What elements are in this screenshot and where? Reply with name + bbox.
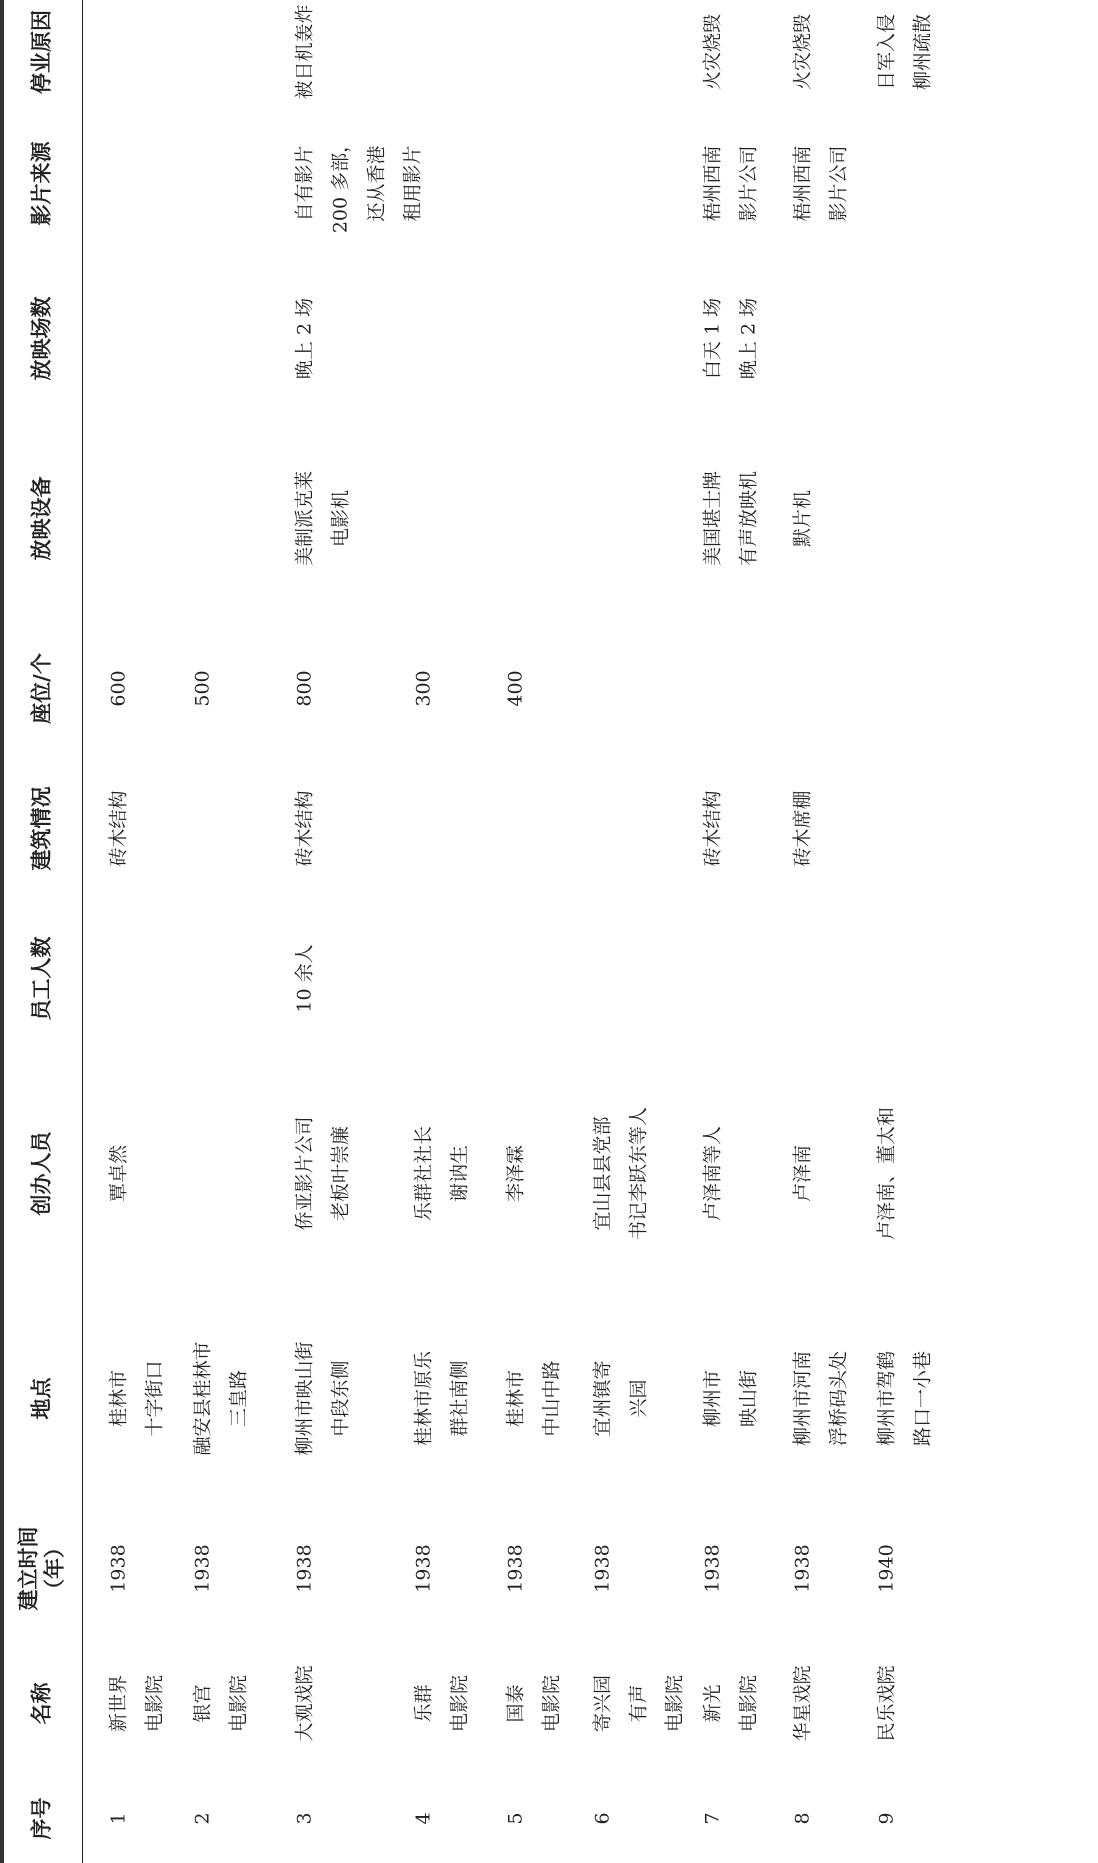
cell-text: 1938 bbox=[191, 1543, 213, 1593]
cell-place bbox=[784, 1293, 856, 1503]
cell-build bbox=[100, 753, 136, 903]
cell-build bbox=[286, 753, 322, 903]
cell-text: 1940 bbox=[875, 1543, 897, 1593]
cell-no bbox=[184, 1773, 220, 1863]
cell-founder bbox=[497, 1053, 533, 1293]
table-row bbox=[868, 0, 960, 1863]
cell-founder bbox=[100, 1053, 136, 1293]
cell-no bbox=[694, 1773, 730, 1863]
cell-text: 桂林市 十字街口 bbox=[107, 1360, 165, 1437]
cell-seats bbox=[100, 623, 136, 753]
cell-text: 1938 bbox=[293, 1543, 315, 1593]
cell-text: 600 bbox=[107, 669, 129, 707]
table-row bbox=[184, 0, 276, 1863]
table-row bbox=[694, 0, 786, 1863]
cell-text: 400 bbox=[504, 669, 526, 707]
cell-source bbox=[784, 103, 856, 263]
cell-text: 砖木结构 bbox=[701, 790, 723, 867]
cell-place bbox=[497, 1293, 569, 1503]
cell-text: 柳州市映山街 中段东侧 bbox=[293, 1341, 351, 1456]
header-place bbox=[0, 1293, 82, 1503]
cell-text: 柳州市 映山街 bbox=[701, 1369, 759, 1427]
table-row bbox=[405, 0, 497, 1863]
cell-name bbox=[868, 1633, 904, 1773]
header-shows bbox=[0, 263, 82, 413]
cell-founder bbox=[405, 1053, 477, 1293]
cell-equip bbox=[694, 413, 766, 623]
header-label: 地点 bbox=[29, 1377, 53, 1419]
cell-reason bbox=[694, 0, 730, 103]
cell-text: 砖木结构 bbox=[107, 790, 129, 867]
cell-text: 国泰 电影院 bbox=[504, 1674, 562, 1732]
header-label: 放映场数 bbox=[29, 296, 53, 380]
table-row bbox=[497, 0, 589, 1863]
header-label: 建立时间 （年） bbox=[16, 1526, 66, 1610]
cell-text: 桂林市原乐 群社南侧 bbox=[412, 1350, 470, 1446]
header-label: 序号 bbox=[29, 1797, 53, 1839]
cell-text: 新世界 电影院 bbox=[107, 1674, 165, 1732]
header-reason bbox=[0, 0, 82, 103]
cell-seats bbox=[286, 623, 322, 753]
cell-text: 华星戏院 bbox=[791, 1665, 813, 1742]
cell-text: 6 bbox=[591, 1811, 613, 1825]
header-no bbox=[0, 1773, 82, 1863]
cell-place bbox=[405, 1293, 477, 1503]
cell-text: 柳州市驾鹤 路口一小巷 bbox=[875, 1350, 933, 1446]
cell-year bbox=[184, 1503, 220, 1633]
cell-shows bbox=[286, 263, 322, 413]
cell-year bbox=[405, 1503, 441, 1633]
cell-shows bbox=[694, 263, 766, 413]
cell-text: 李泽霖 bbox=[504, 1144, 526, 1202]
cell-place bbox=[868, 1293, 940, 1503]
cell-place bbox=[694, 1293, 766, 1503]
cell-text: 卢泽南、董太和 bbox=[875, 1106, 897, 1240]
cell-text: 8 bbox=[791, 1811, 813, 1825]
cell-text: 自有影片 200 多部， 还从香港 租用影片 bbox=[293, 133, 423, 233]
cell-name bbox=[405, 1633, 477, 1773]
cell-equip bbox=[286, 413, 358, 623]
header-label: 放映设备 bbox=[29, 476, 53, 560]
cell-name bbox=[100, 1633, 172, 1773]
header-seats bbox=[0, 623, 82, 753]
header-label: 建筑情况 bbox=[29, 786, 53, 870]
cell-text: 宜山县县党部 书记李跃东等人 bbox=[591, 1106, 649, 1240]
cell-reason bbox=[868, 0, 940, 103]
cell-text: 银宫 电影院 bbox=[191, 1674, 249, 1732]
cell-seats bbox=[405, 623, 441, 753]
cell-name bbox=[286, 1633, 322, 1773]
cell-no bbox=[405, 1773, 441, 1863]
cell-place bbox=[584, 1293, 656, 1503]
cell-text: 1938 bbox=[591, 1543, 613, 1593]
cell-text: 4 bbox=[412, 1811, 434, 1825]
cell-text: 砖木结构 bbox=[293, 790, 315, 867]
cell-place bbox=[100, 1293, 172, 1503]
cell-reason bbox=[784, 0, 820, 103]
cell-text: 800 bbox=[293, 669, 315, 707]
cell-text: 梧州西南 影片公司 bbox=[791, 145, 849, 222]
table-row bbox=[784, 0, 876, 1863]
cell-text: 1938 bbox=[107, 1543, 129, 1593]
header-label: 员工人数 bbox=[29, 936, 53, 1020]
cell-no bbox=[784, 1773, 820, 1863]
cell-no bbox=[868, 1773, 904, 1863]
cell-text: 融安县桂林市 三皇路 bbox=[191, 1341, 249, 1456]
cell-text: 卢泽南等人 bbox=[701, 1125, 723, 1221]
cell-seats bbox=[184, 623, 220, 753]
header-build bbox=[0, 753, 82, 903]
cell-no bbox=[584, 1773, 620, 1863]
table-header bbox=[0, 0, 82, 1863]
cell-text: 乐群社社长 谢讷生 bbox=[412, 1125, 470, 1221]
header-label: 停业原因 bbox=[29, 9, 53, 94]
cell-text: 1938 bbox=[701, 1543, 723, 1593]
cell-text: 新光 电影院 bbox=[701, 1674, 759, 1732]
cell-text: 覃卓然 bbox=[107, 1144, 129, 1202]
cell-founder bbox=[694, 1053, 730, 1293]
cell-text: 美国堪士牌 有声放映机 bbox=[701, 470, 759, 566]
cell-text: 5 bbox=[504, 1811, 526, 1825]
cell-place bbox=[286, 1293, 358, 1503]
table-row bbox=[100, 0, 192, 1863]
cell-year bbox=[286, 1503, 322, 1633]
cell-name bbox=[497, 1633, 569, 1773]
cell-no bbox=[497, 1773, 533, 1863]
table-row bbox=[584, 0, 685, 1863]
cell-text: 3 bbox=[293, 1811, 315, 1825]
cell-text: 白天 1 场 晚上 2 场 bbox=[701, 297, 759, 379]
cell-year bbox=[497, 1503, 533, 1633]
cell-text: 美制派克莱 电影机 bbox=[293, 470, 351, 566]
cell-text: 500 bbox=[191, 669, 213, 707]
cell-name bbox=[584, 1633, 692, 1773]
cell-text: 300 bbox=[412, 669, 434, 707]
header-label: 座位/个 bbox=[29, 652, 53, 724]
cell-year bbox=[784, 1503, 820, 1633]
cell-text: 大观戏院 bbox=[293, 1665, 315, 1742]
cell-founder bbox=[784, 1053, 820, 1293]
cell-seats bbox=[497, 623, 533, 753]
cell-text: 9 bbox=[875, 1811, 897, 1825]
cell-text: 1938 bbox=[412, 1543, 434, 1593]
cell-year bbox=[100, 1503, 136, 1633]
cell-text: 火灾烧毁 bbox=[701, 13, 723, 90]
cell-no bbox=[100, 1773, 136, 1863]
cell-text: 侨亚影片公司 老板叶崇廉 bbox=[293, 1116, 351, 1231]
cell-text: 寄兴园 有声 电影院 bbox=[591, 1674, 685, 1732]
cell-reason bbox=[286, 0, 322, 103]
header-label: 名称 bbox=[29, 1682, 53, 1724]
cell-build bbox=[784, 753, 820, 903]
cell-source bbox=[694, 103, 766, 263]
cell-text: 火灾烧毁 bbox=[791, 13, 813, 90]
cell-year bbox=[584, 1503, 620, 1633]
cell-name bbox=[694, 1633, 766, 1773]
cell-text: 砖木席棚 bbox=[791, 790, 813, 867]
cell-place bbox=[184, 1293, 256, 1503]
cell-text: 被日机轰炸 bbox=[293, 4, 315, 100]
cell-text: 1938 bbox=[504, 1543, 526, 1593]
header-name bbox=[0, 1633, 82, 1773]
cell-text: 梧州西南 影片公司 bbox=[701, 145, 759, 222]
cell-founder bbox=[584, 1053, 656, 1293]
cell-text: 宜州镇寄 兴园 bbox=[591, 1360, 649, 1437]
header-label: 创办人员 bbox=[29, 1131, 53, 1215]
cell-text: 乐群 电影院 bbox=[412, 1674, 470, 1732]
cell-text: 卢泽南 bbox=[791, 1144, 813, 1202]
cell-year bbox=[868, 1503, 904, 1633]
cell-name bbox=[184, 1633, 256, 1773]
header-label: 影片来源 bbox=[29, 141, 53, 225]
cell-staff bbox=[286, 903, 322, 1053]
cell-no bbox=[286, 1773, 322, 1863]
cell-year bbox=[694, 1503, 730, 1633]
cell-name bbox=[784, 1633, 820, 1773]
cell-text: 7 bbox=[701, 1811, 723, 1825]
header-founder bbox=[0, 1053, 82, 1293]
header-staff bbox=[0, 903, 82, 1053]
header-source bbox=[0, 103, 82, 263]
cell-text: 默片机 bbox=[791, 489, 813, 547]
cell-text: 柳州市河南 浮桥码头处 bbox=[791, 1350, 849, 1446]
cell-founder bbox=[286, 1053, 358, 1293]
header-equip bbox=[0, 413, 82, 623]
cell-text: 桂林市 中山中路 bbox=[504, 1360, 562, 1437]
cell-text: 1 bbox=[107, 1811, 129, 1825]
header-year bbox=[0, 1503, 82, 1633]
cell-equip bbox=[784, 413, 820, 623]
cell-build bbox=[694, 753, 730, 903]
cell-text: 民乐戏院 bbox=[875, 1665, 897, 1742]
cell-text: 2 bbox=[191, 1811, 213, 1825]
cell-text: 晚上 2 场 bbox=[293, 297, 315, 379]
cell-founder bbox=[868, 1053, 904, 1293]
cell-text: 日军入侵 柳州疏散 bbox=[875, 13, 933, 90]
cell-text: 1938 bbox=[791, 1543, 813, 1593]
cell-text: 10 余人 bbox=[293, 943, 315, 1013]
